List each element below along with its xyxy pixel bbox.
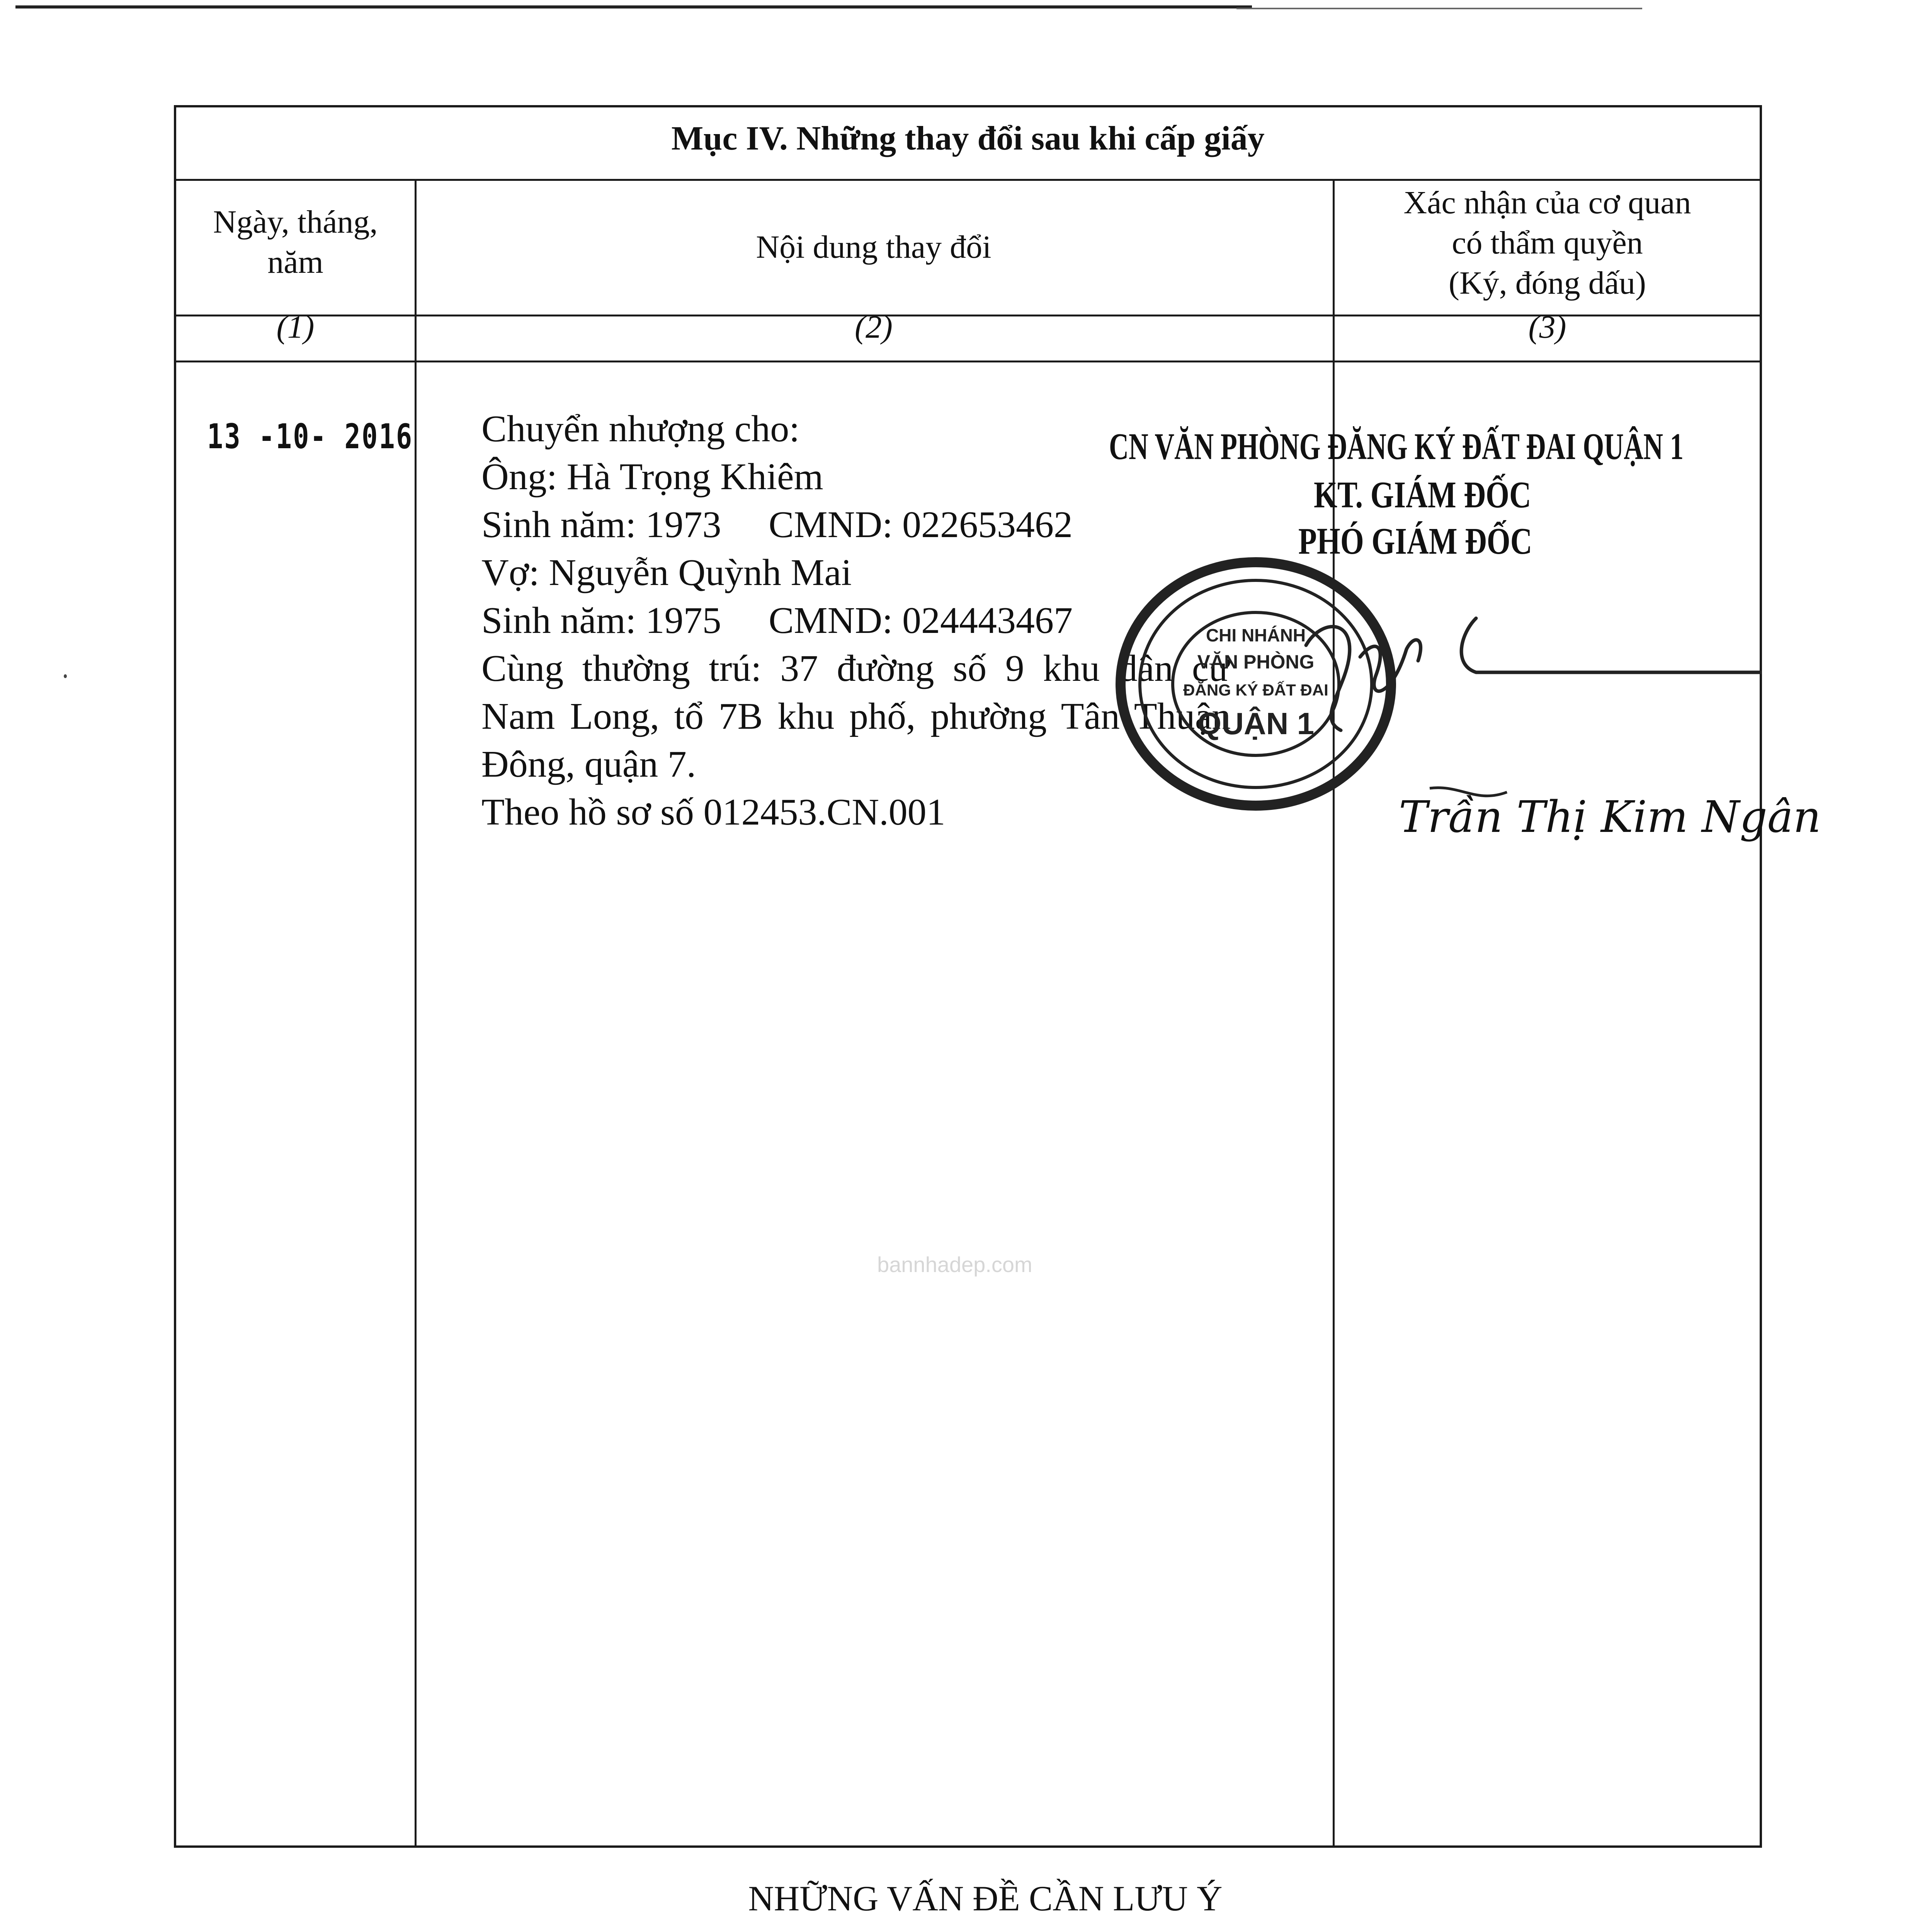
scan-top-border — [15, 5, 1252, 9]
content-line: Nam Long, tổ 7B khu phố, phường Tân Thuận — [481, 696, 1231, 737]
header-date-line: năm — [267, 244, 323, 280]
seal-line: VĂN PHÒNG — [1197, 651, 1315, 673]
column-divider — [415, 181, 417, 1845]
header-authority-line: (Ký, đóng dấu) — [1449, 265, 1646, 301]
content-line: Ông: Hà Trọng Khiêm — [481, 456, 823, 498]
table-rule — [176, 179, 1760, 181]
notes-title: NHỮNG VẤN ĐỀ CẦN LƯU Ý — [748, 1879, 1223, 1918]
column-number: (1) — [276, 309, 315, 345]
column-number: (2) — [855, 309, 893, 345]
header-date-line: Ngày, tháng, — [213, 204, 378, 240]
authority-office: CN VĂN PHÒNG ĐĂNG KÝ ĐẤT ĐAI QUẬN 1 — [1109, 426, 1684, 468]
header-date — [176, 202, 415, 282]
content-line: Cùng thường trú: 37 đường số 9 khu dân cư — [481, 648, 1230, 689]
content-line: Theo hồ sơ số 012453.CN.001 — [481, 791, 946, 833]
content-line: Vợ: Nguyễn Quỳnh Mai — [481, 552, 852, 594]
watermark: bannhadep.com — [877, 1252, 1032, 1277]
changes-table — [174, 105, 1762, 1848]
header-authority-line: Xác nhận của cơ quan — [1403, 185, 1691, 221]
entry-date: 13 -10- 2016 — [207, 417, 413, 456]
content-line: Đông, quận 7. — [481, 743, 696, 785]
content-line: Chuyển nhượng cho: — [481, 408, 800, 450]
seal-line: QUẬN 1 — [1197, 706, 1315, 741]
scan-top-border-faint — [1236, 8, 1642, 9]
seal-line: CHI NHÁNH — [1206, 625, 1306, 645]
header-authority-line: có thẩm quyền — [1452, 225, 1643, 261]
table-rule — [176, 361, 1760, 362]
header-authority — [1333, 183, 1762, 303]
section-title: Mục IV. Những thay đổi sau khi cấp giấy — [671, 120, 1265, 157]
signer-name: Trần Thị Kim Ngân — [1399, 792, 1821, 842]
column-number: (3) — [1528, 309, 1566, 345]
content-line: Sinh năm: 1973 CMND: 022653462 — [481, 504, 1073, 546]
header-content: Nội dung thay đổi — [756, 229, 992, 265]
authority-subtitle: PHÓ GIÁM ĐỐC — [1298, 520, 1532, 562]
scan-speck — [64, 674, 67, 678]
seal-line: ĐĂNG KÝ ĐẤT ĐAI — [1183, 681, 1328, 699]
content-line: Sinh năm: 1975 CMND: 024443467 — [481, 600, 1073, 641]
authority-title: KT. GIÁM ĐỐC — [1314, 474, 1531, 516]
